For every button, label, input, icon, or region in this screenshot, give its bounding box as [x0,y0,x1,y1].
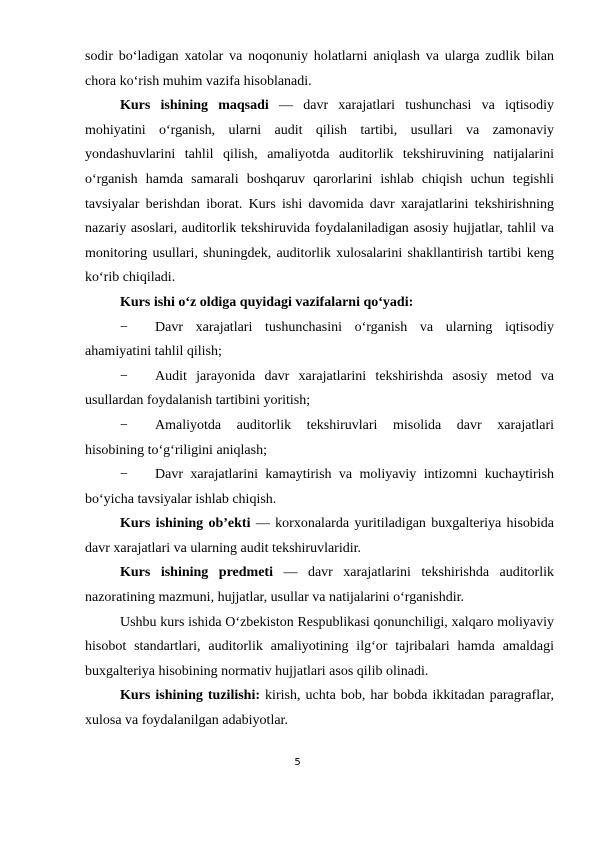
task-item [85,414,554,463]
structure-label: Kurs ishining tuzilishi: [120,688,261,704]
task-item [85,463,554,512]
dash-marker: − [120,467,128,483]
task-item-text: Davr xarajatlarini kamaytirish va moliyaviy intizomni kuchaytirish bo‘yicha tavsiyalar ishlab chiqish. [85,467,554,507]
paragraph-object [85,512,554,561]
task-item-text: Audit jarayonida davr xarajatlarini tekshirishda asosiy metod va usullardan foydalanish tartibini yoritish; [85,368,554,409]
tasks-heading: Kurs ishi o‘z oldiga quyidagi vazifalarni qo‘yadi: [120,294,414,310]
dash-marker: − [120,417,128,433]
paragraph-structure [85,684,554,733]
goal-label: Kurs ishining maqsadi [120,98,269,114]
task-item-text: Amaliyotda auditorlik tekshiruvlari misolida davr xarajatlari hisobining to‘g‘riligini aniqlash; [85,417,554,458]
dash-marker: − [120,319,128,335]
paragraph-goal [85,94,554,291]
goal-text: — davr xarajatlari tushunchasi va iqtisodiy mohiyatini o‘rganish, ularni audit qilish tartibi, usullari va zamonaviy yondashuvlarini tahlil qilish, amaliyotda auditorlik tekshiruvining natijalarini o‘rganish hamda samarali boshqaruv qarorlarini ishlab chiqish uchun tegishli tavsiyalar berishdan iborat. Kurs ishi davomida davr xarajatlarini tekshirishning nazariy asoslari, auditorlik tekshiruvida foydalaniladigan asosiy hujjatlar, tahlil va monitoring usullari, shuningdek, auditorlik xulosalarini shakllantirish tartibi keng ko‘rib chiqiladi. [85,98,554,286]
dash-marker: − [120,368,128,384]
task-item [85,365,554,414]
subject-label: Kurs ishining predmeti [120,565,273,581]
task-item-text: Davr xarajatlari tushunchasini o‘rganish va ularning iqtisodiy ahamiyatini tahlil qilish; [85,319,554,360]
paragraph-subject [85,561,554,610]
object-text: — korxonalarda yuritiladigan buxgalteriya hisobida davr xarajatlari va ularning audit tekshiruvlaridir. [85,516,554,556]
subject-text: — davr xarajatlarini tekshirishda auditorlik nazoratining mazmuni, hujjatlar, usullar va natijalarini o‘rganishdir. [85,565,554,606]
paragraph-intro-continuation: sodir bo‘ladigan xatolar va noqonuniy holatlarni aniqlash va ularga zudlik bilan chora ko‘rish muhim vazifa hisoblanadi. [85,49,554,89]
task-item [85,316,554,365]
paragraph-legal-basis: Ushbu kurs ishida O‘zbekiston Respublikasi qonunchiligi, xalqaro moliyaviy hisobot standartlari, auditorlik amaliyotining ilg‘or tajribalari hamda amaldagi buxgalteriya hisobining normativ hujjatlari asos qilib olinadi. [85,614,554,679]
page-body [85,45,554,734]
object-label: Kurs ishining ob’ekti [120,516,251,532]
page-number: 5 [294,757,301,768]
structure-text: kirish, uchta bob, har bobda ikkitadan paragraflar, xulosa va foydalanilgan adabiyotlar. [85,688,554,729]
